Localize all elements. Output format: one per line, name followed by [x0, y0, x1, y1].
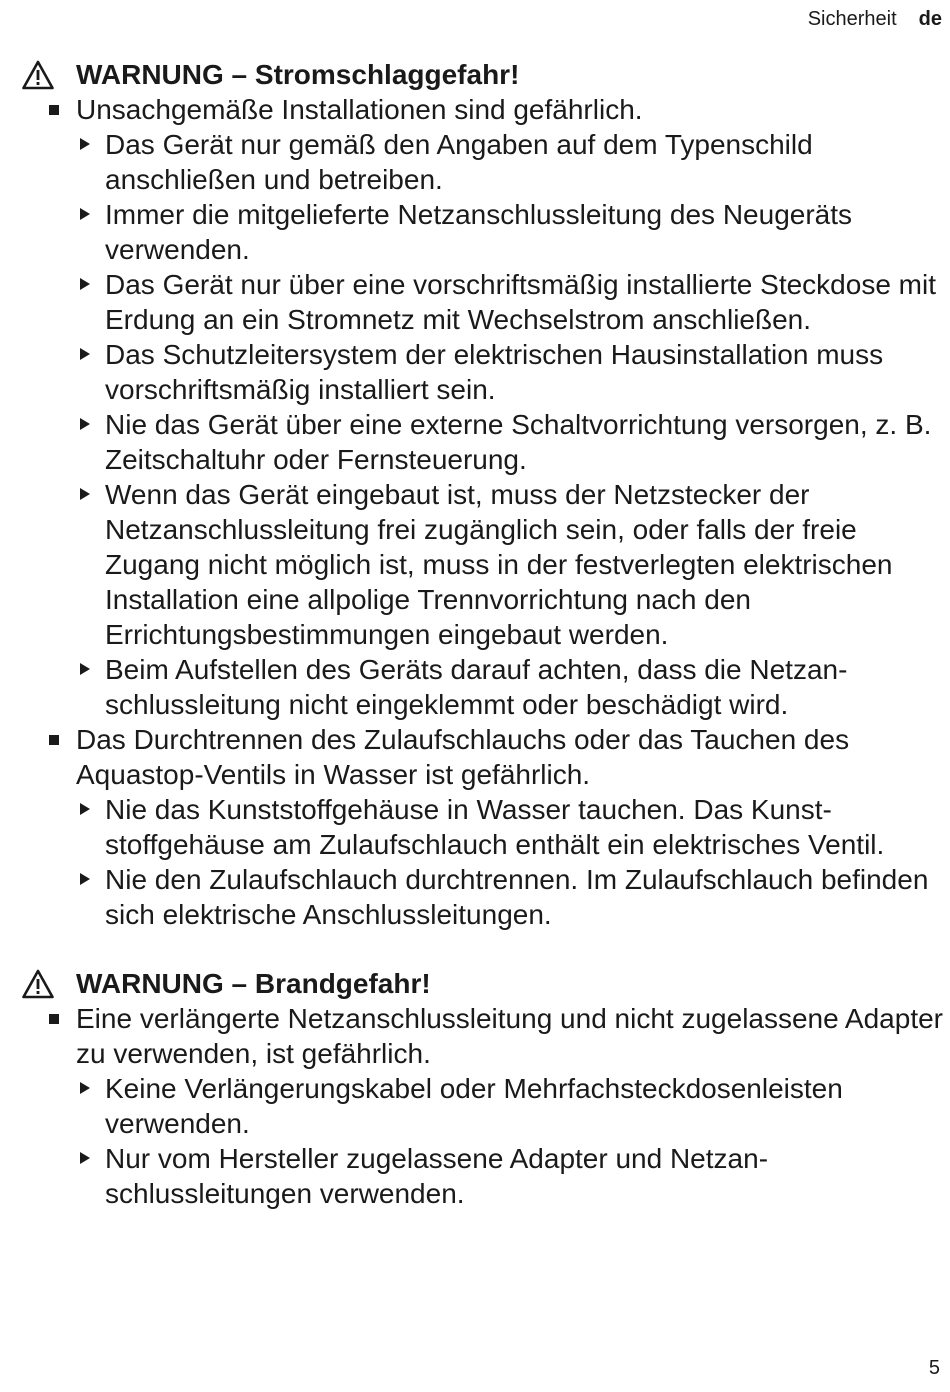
- list-item: [22, 1001, 944, 1071]
- instruction-text: Keine Verlängerungskabel oder Mehrfachsteckdosenleisten verwenden.: [105, 1073, 843, 1139]
- arrow-bullet-icon: [80, 1082, 90, 1094]
- instruction-text: Nie den Zulaufschlauch durchtrennen. Im Zulaufschlauch befinden sich elektrische Anschlussleitungen.: [105, 864, 929, 930]
- page-number: 5: [928, 1357, 940, 1379]
- section-title: Sicherheit: [807, 8, 897, 30]
- instruction-text: Das Schutzleitersystem der elektrischen Hausinstallation muss vorschriftsmäßig installiert sein.: [105, 339, 884, 405]
- instruction-text: Wenn das Gerät eingebaut ist, muss der Netzstecker der Netzanschlussleitung frei zugänglich sein, oder falls der freie Zugang nicht möglich ist, muss in der festverlegten elektrischen Installation eine allpolige Trennvorrichtung nach den Errichtungsbestimmungen eingebaut werden.: [105, 479, 893, 650]
- instruction-step: [22, 407, 944, 477]
- list-item-text: Eine verlängerte Netzanschlussleitung und nicht zugelassene Adapter zu verwenden, ist gefährlich.: [76, 1003, 944, 1069]
- instruction-step: [22, 267, 944, 337]
- arrow-bullet-icon: [80, 488, 90, 500]
- warning-block-fire: [22, 966, 944, 1211]
- warning-heading: [22, 966, 944, 1001]
- instruction-step: [22, 1141, 944, 1211]
- instruction-step: [22, 652, 944, 722]
- instruction-step: [22, 1071, 944, 1141]
- instruction-step: [22, 197, 944, 267]
- list-item-text: Das Durchtrennen des Zulaufschlauchs oder das Tauchen des Aquastop-Ventils in Wasser ist gefährlich.: [76, 724, 850, 790]
- instruction-step: [22, 477, 944, 652]
- instruction-text: Beim Aufstellen des Geräts darauf achten, dass die Netzanschlussleitung nicht eingeklemmt oder beschädigt wird.: [105, 654, 848, 720]
- page-content: [22, 57, 944, 1245]
- warning-triangle-icon: [22, 969, 54, 999]
- arrow-bullet-icon: [80, 278, 90, 290]
- instruction-text: Das Gerät nur gemäß den Angaben auf dem Typenschild anschließen und betreiben.: [105, 129, 813, 195]
- instruction-text: Nie das Kunststoffgehäuse in Wasser tauchen. Das Kunststoffgehäuse am Zulaufschlauch enthält ein elektrisches Ventil.: [105, 794, 885, 860]
- arrow-bullet-icon: [80, 663, 90, 675]
- instruction-step: [22, 127, 944, 197]
- list-item-text: Unsachgemäße Installationen sind gefährlich.: [76, 94, 643, 125]
- arrow-bullet-icon: [80, 138, 90, 150]
- language-code: de: [918, 8, 942, 30]
- arrow-bullet-icon: [80, 873, 90, 885]
- instruction-text: Immer die mitgelieferte Netzanschlussleitung des Neugeräts verwenden.: [105, 199, 853, 265]
- instruction-text: Nie das Gerät über eine externe Schaltvorrichtung versorgen, z. B. Zeitschaltuhr oder Fernsteuerung.: [105, 409, 932, 475]
- instruction-step: [22, 337, 944, 407]
- list-item: [22, 92, 944, 127]
- arrow-bullet-icon: [80, 1152, 90, 1164]
- warning-heading: [22, 57, 944, 92]
- instruction-step: [22, 792, 944, 862]
- list-item: [22, 722, 944, 792]
- square-bullet-icon: [49, 1014, 59, 1024]
- arrow-bullet-icon: [80, 418, 90, 430]
- square-bullet-icon: [49, 735, 59, 745]
- arrow-bullet-icon: [80, 803, 90, 815]
- warning-title: WARNUNG – Brandgefahr!: [76, 968, 431, 999]
- warning-triangle-icon: [22, 60, 54, 90]
- arrow-bullet-icon: [80, 208, 90, 220]
- arrow-bullet-icon: [80, 348, 90, 360]
- warning-title: WARNUNG – Stromschlaggefahr!: [76, 59, 520, 90]
- instruction-text: Nur vom Hersteller zugelassene Adapter und Netzanschlussleitungen verwenden.: [105, 1143, 769, 1209]
- instruction-step: [22, 862, 944, 932]
- instruction-text: Das Gerät nur über eine vorschriftsmäßig installierte Steckdose mit Erdung an ein Stromnetz mit Wechselstrom anschließen.: [105, 269, 936, 335]
- page-header: [808, 8, 942, 31]
- square-bullet-icon: [49, 105, 59, 115]
- warning-block-electric-shock: [22, 57, 944, 932]
